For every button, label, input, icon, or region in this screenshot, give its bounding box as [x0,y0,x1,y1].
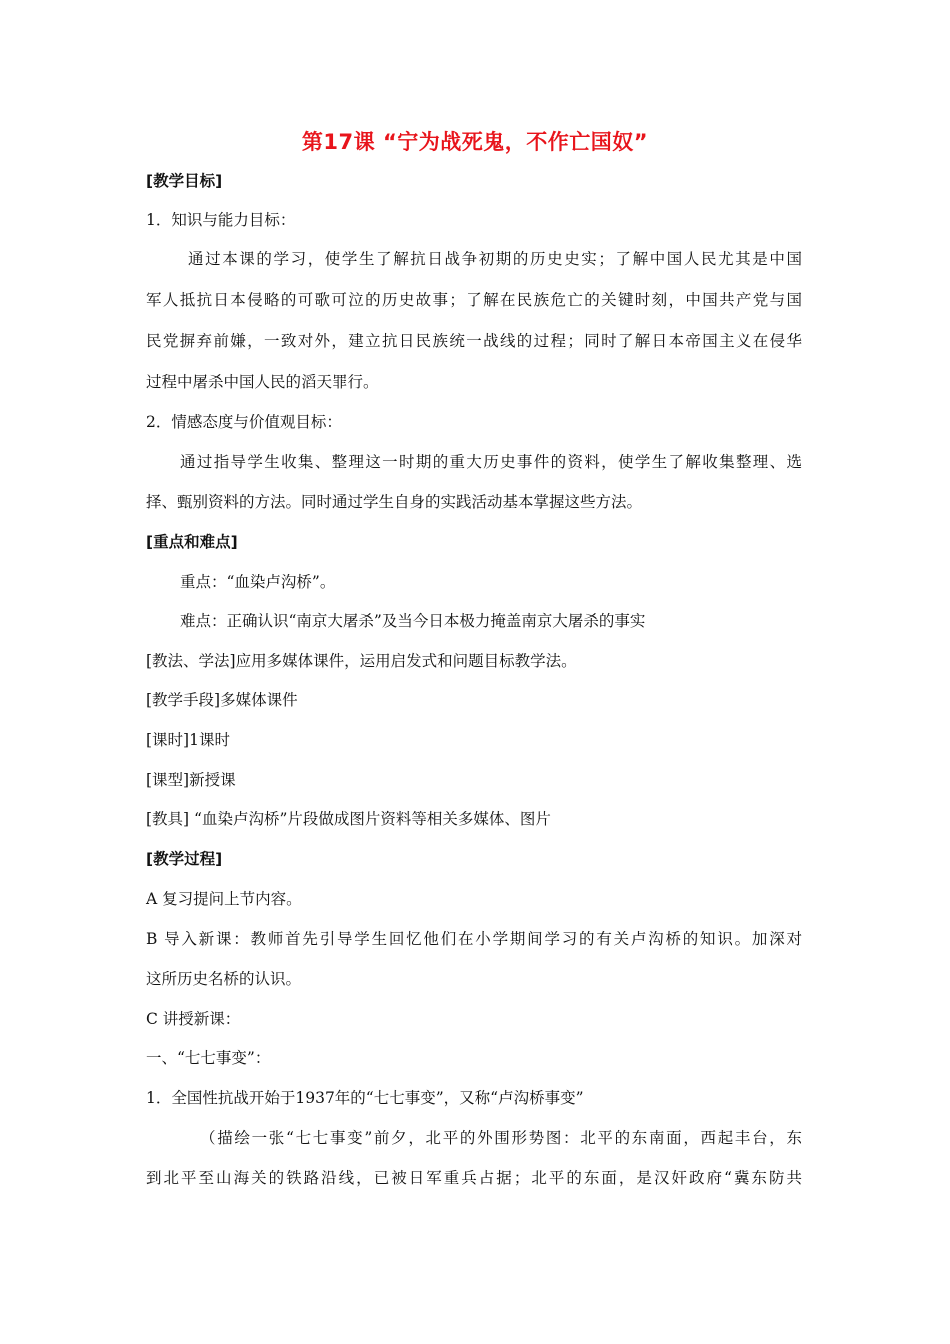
class-hours: [课时]1课时 [146,731,230,749]
step-a: A 复习提问上节内容。 [146,890,302,908]
lesson-type: [课型]新授课 [146,771,236,789]
teaching-means: [教学手段]多媒体课件 [146,691,298,709]
key-point: 重点：“血染卢沟桥”。 [180,573,336,591]
step-c: C 讲授新课： [146,1010,241,1028]
section-heading-process: [教学过程] [146,850,223,868]
goal1-paragraph-line: 过程中屠杀中国人民的滔天罪行。 [146,373,379,391]
step-b-line: 这所历史名桥的认识。 [146,970,302,988]
goal1-paragraph-line: 通过本课的学习，使学生了解抗日战争初期的历史史实；了解中国人民尤其是中国 [188,250,802,268]
part1-description-line: 到北平至山海关的铁路沿线，已被日军重兵占据；北平的东面，是汉奸政府“冀东防共 [146,1169,802,1187]
goal1-paragraph-line: 民党摒弃前嫌，一致对外，建立抗日民族统一战线的过程；同时了解日本帝国主义在侵华 [146,332,802,350]
goal1-paragraph-line: 军人抵抗日本侵略的可歌可泣的历史故事；了解在民族危亡的关键时刻，中国共产党与国 [146,291,802,309]
goal2-paragraph-line: 通过指导学生收集、整理这一时期的重大历史事件的资料，使学生了解收集整理、选 [180,453,802,471]
teaching-tools: [教具] “血染卢沟桥”片段做成图片资料等相关多媒体、图片 [146,810,551,828]
goal2-heading: 2．情感态度与价值观目标： [146,413,342,431]
part1-heading: 一、“七七事变”： [146,1049,271,1067]
goal2-paragraph-line: 择、甄别资料的方法。同时通过学生自身的实践活动基本掌握这些方法。 [146,493,643,511]
part1-item1: 1．全国性抗战开始于1937年的“七七事变”，又称“卢沟桥事变” [146,1089,584,1107]
difficult-point: 难点：正确认识“南京大屠杀”及当今日本极力掩盖南京大屠杀的事实 [180,612,646,630]
teaching-method: [教法、学法]应用多媒体课件，运用启发式和问题目标教学法。 [146,652,577,670]
section-heading-goals: [教学目标] [146,172,223,190]
step-b-line: B 导入新课：教师首先引导学生回忆他们在小学期间学习的有关卢沟桥的知识。加深对 [146,930,802,948]
section-heading-key-points: [重点和难点] [146,533,238,551]
lesson-title: 第17课 “宁为战死鬼，不作亡国奴” [301,130,649,154]
part1-description-line: （描绘一张“七七事变”前夕，北平的外围形势图：北平的东南面，西起丰台，东 [200,1129,802,1147]
goal1-heading: 1．知识与能力目标： [146,211,296,229]
